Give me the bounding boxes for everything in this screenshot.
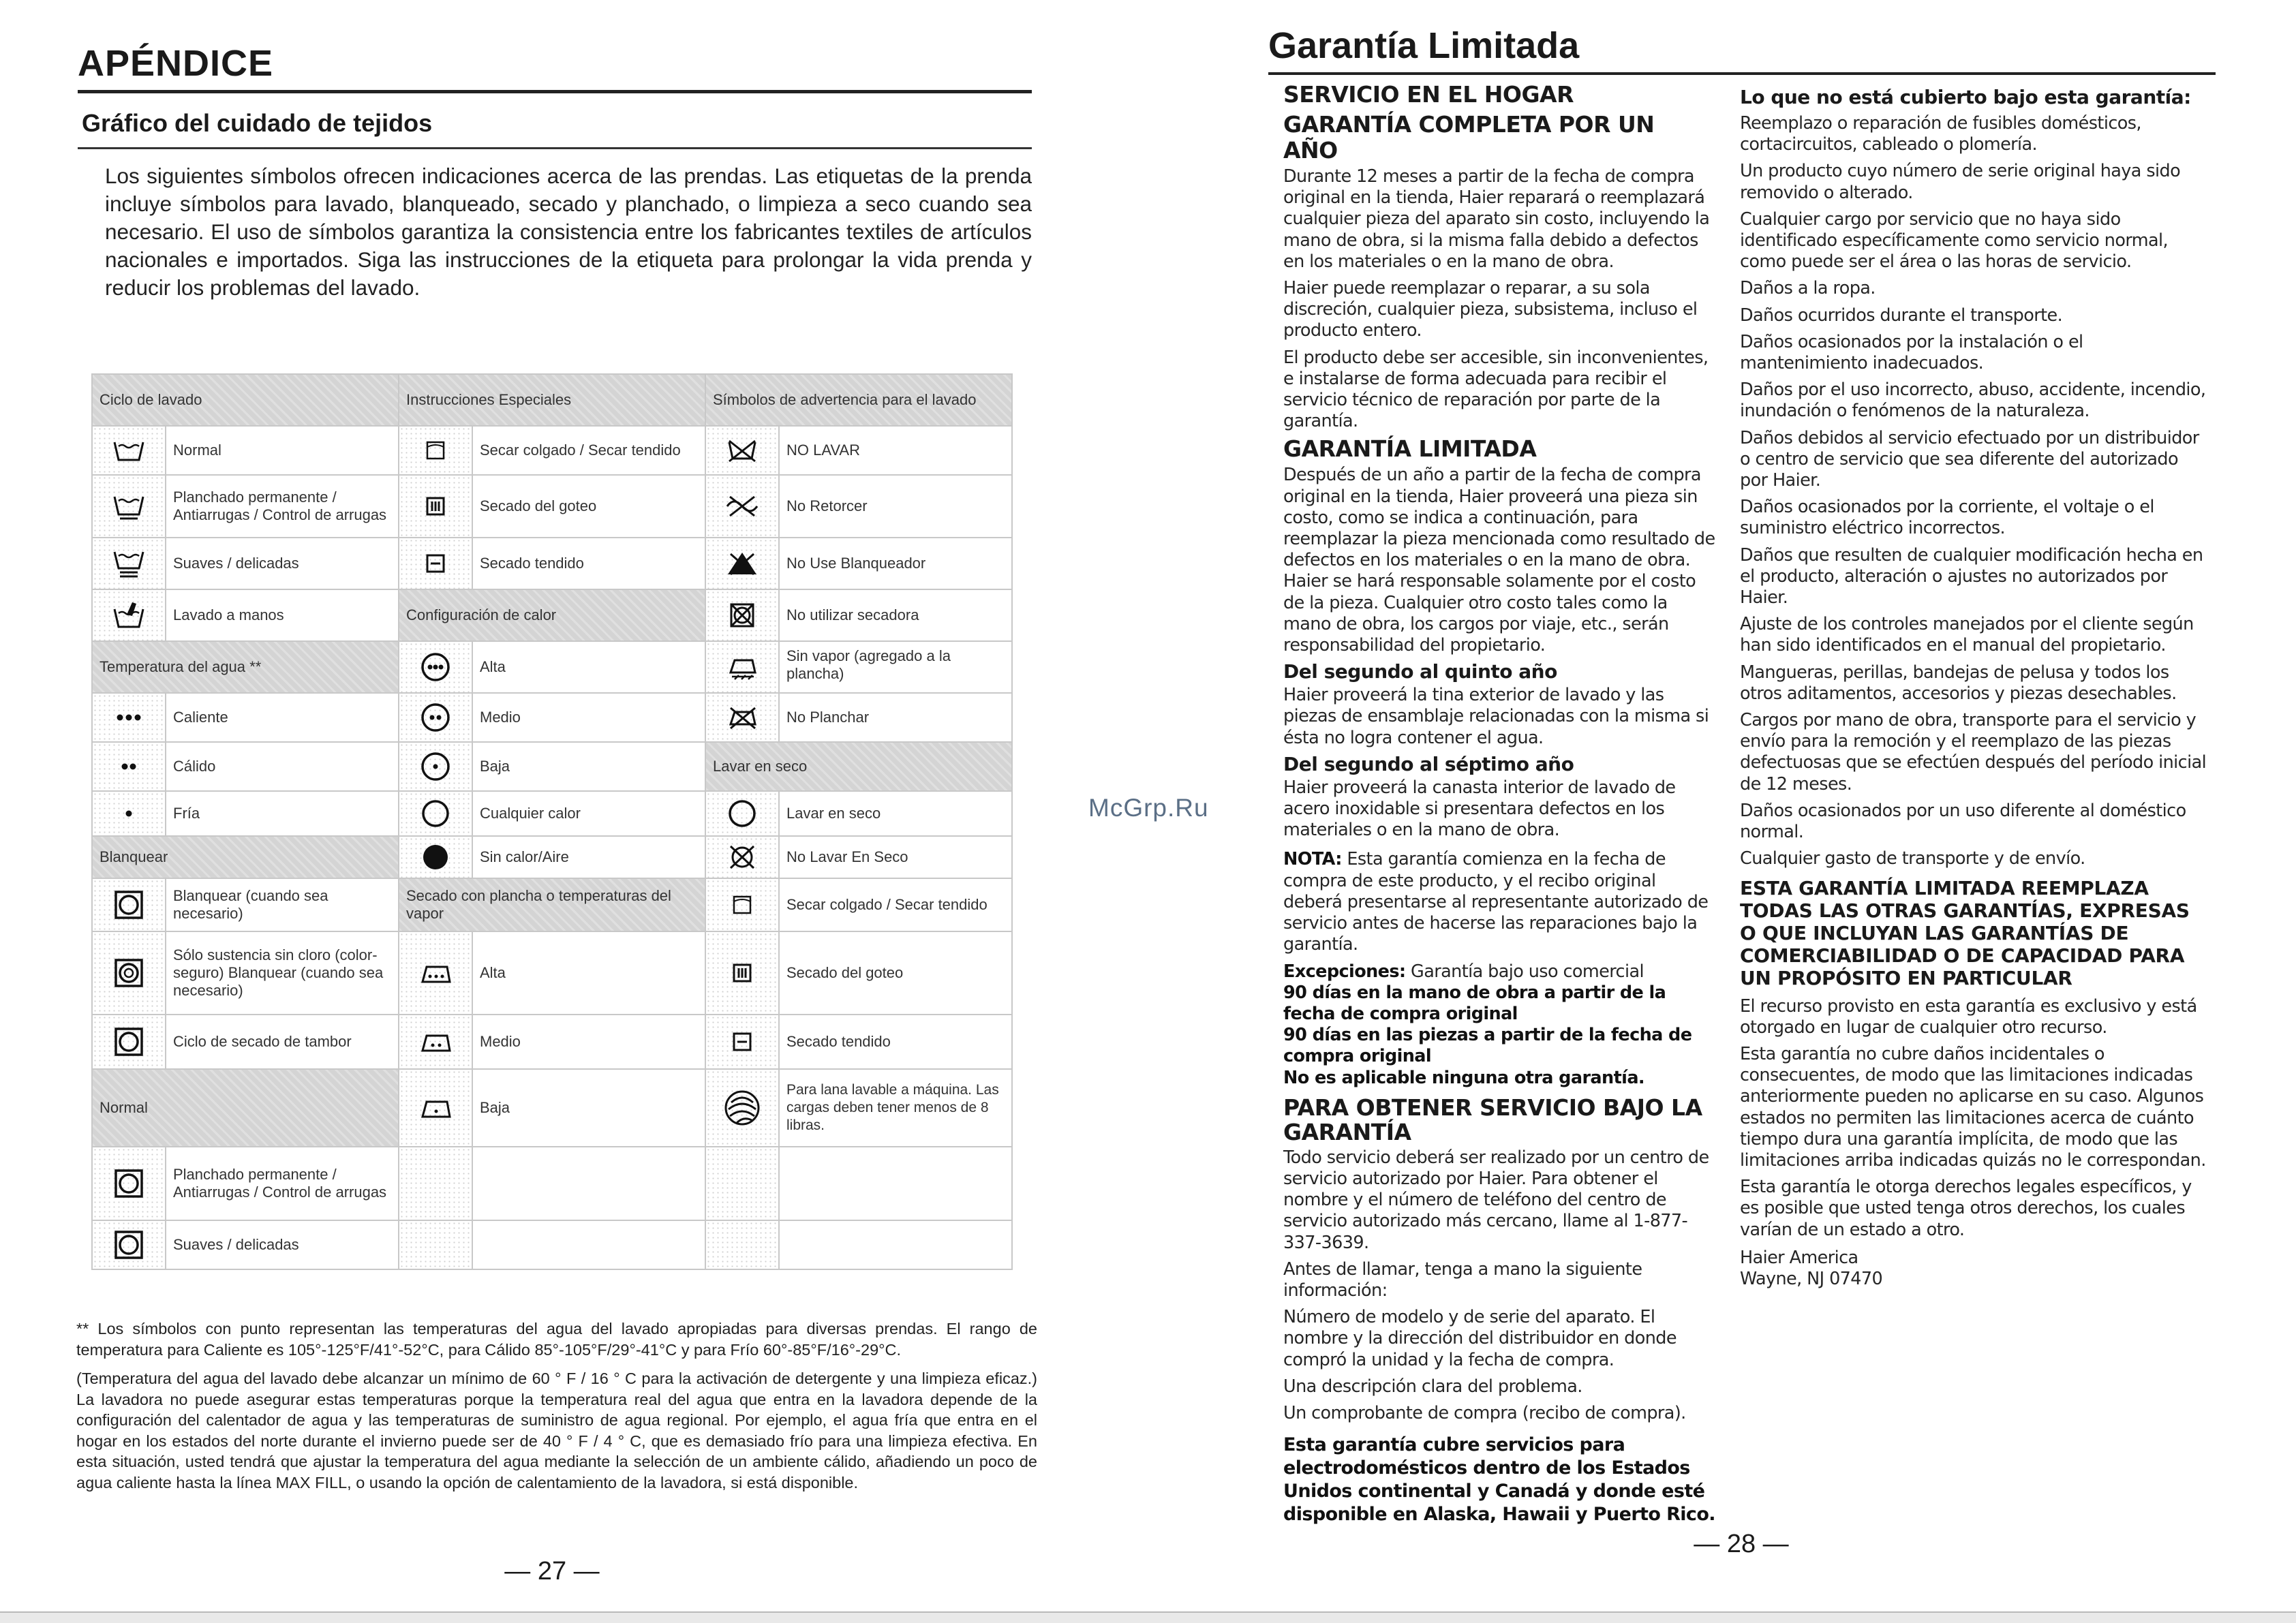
right-page: [1264, 20, 2218, 1608]
empty-cell: [705, 1220, 779, 1269]
label: Blanquear (cuando sea necesario): [166, 878, 399, 931]
iron-high-icon: [399, 931, 472, 1015]
label: No Use Blanqueador: [779, 538, 1012, 589]
page-title: APÉNDICE: [78, 43, 274, 84]
paragraph: El producto debe ser accesible, sin inconvenientes, e instalarse de forma adecuada para recibir el servicio técnico de reparación por parte de la garantía.: [1283, 347, 1709, 432]
paragraph: Número de modelo y de serie del aparato. El nombre y la dirección del distribuidor en donde compró la unidad y la fecha de compra.: [1283, 1307, 1677, 1370]
page-number: — 28 —: [1694, 1530, 1789, 1558]
label: Lavar en seco: [779, 791, 1012, 836]
label: Sólo sustencia sin cloro (color-seguro) Blanquear (cuando sea necesario): [166, 931, 399, 1015]
tumble-dry-delicate-icon: [92, 1220, 166, 1269]
label: Secar colgado / Secar tendido: [779, 878, 1012, 931]
line-dry-icon-2: [705, 878, 779, 931]
exclusion-item: Daños ocasionados por la instalación o el mantenimiento inadecuados.: [1740, 331, 2083, 374]
line-dry-icon: [399, 426, 472, 475]
exclusion-item: Reemplazo o reparación de fusibles domésticos, cortacircuitos, cableado o plomería.: [1740, 113, 2141, 155]
do-not-wash-icon: [705, 426, 779, 475]
title-rule: [78, 90, 1032, 93]
header-instrucciones: Instrucciones Especiales: [399, 374, 705, 426]
non-chlorine-bleach-icon: [92, 931, 166, 1015]
exceptions-label: Excepciones:: [1283, 961, 1406, 982]
heat-medium-icon: [399, 693, 472, 742]
empty-cell: [779, 1220, 1012, 1269]
empty-cell: [472, 1147, 705, 1220]
exclusion-item: Un producto cuyo número de serie original haya sido removido o alterado.: [1740, 161, 2181, 203]
heat-high-icon: [399, 641, 472, 693]
heading-garantia-completa: GARANTÍA COMPLETA POR UN AÑO: [1283, 111, 1655, 164]
iron-medium-icon: [399, 1015, 472, 1069]
exception-labor: 90 días en la mano de obra a partir de la fecha de compra original: [1283, 982, 1666, 1024]
bottom-scan-edge: [0, 1611, 2296, 1623]
water-temperature-note: (Temperatura del agua del lavado debe alcanzar un mínimo de 60 ° F / 16 ° C para la activación de detergente y una limpieza eficaz.) La lavadora no puede asegurar estas temperaturas porque la temperatura real del agua que entra en la lavadora depende de la configuración del calentador de agua y las temperaturas de suministro de agua regional. Por ejemplo, el agua fría que entra en el hogar en los estados del norte durante el invierno puede ser de 40 ° F / 4 ° C, que es demasiado frío para una limpieza efectiva. En esta situación, usted tendrá que ajustar la temperatura del agua mediante la selección de un ambiente cálido, añadiendo un poco de agua caliente hasta la línea MAX FILL, o usando la opción de calentamiento de la lavadora, si está disponible.: [76, 1370, 1037, 1491]
exclusion-item: Cargos por mano de obra, transporte para el servicio y envío para la remoción y el reemplazo de las piezas defectuosas que se efectúen después del período inicial de 12 meses.: [1740, 710, 2207, 794]
label: Fría: [166, 791, 399, 836]
page-number: — 27 —: [504, 1557, 600, 1586]
intro-paragraph: Los siguientes símbolos ofrecen indicaciones acerca de las prendas. Las etiquetas de la prenda incluye símbolos para lavado, blanqueado, secado y planchado, o limpieza a seco cuando sea necesario. El uso de símbolos garantiza la consistencia entre los fabricantes textiles de artículos nacionales e importados. Siga las instrucciones de la etiqueta para prolongar la vida prenda y reducir los problemas del lavado.: [105, 164, 1032, 300]
drip-dry-icon-2: [705, 931, 779, 1015]
fabric-care-chart: [91, 373, 1013, 1270]
label: Sin calor/Aire: [472, 836, 705, 878]
label: No utilizar secadora: [779, 589, 1012, 641]
note-text: Esta garantía comienza en la fecha de compra de este producto, y el recibo original deberá presentarse al representante autorizado de servicio antes de hacerse las reparaciones bajo la garantía.: [1283, 849, 1709, 955]
label: Alta: [472, 641, 705, 693]
exclusion-item: Cualquier gasto de transporte y de envío.: [1740, 848, 2085, 869]
no-steam-icon: [705, 641, 779, 693]
do-not-wring-icon: [705, 475, 779, 538]
exclusion-item: Daños ocasionados por la corriente, el voltaje o el suministro eléctrico incorrectos.: [1740, 497, 2154, 539]
header-advertencia: Símbolos de advertencia para el lavado: [705, 374, 1012, 426]
paragraph: Antes de llamar, tenga a mano la siguiente información:: [1283, 1258, 1642, 1301]
subheader-temperatura: Temperatura del agua **: [92, 641, 399, 693]
iron-low-icon: [399, 1069, 472, 1147]
left-page: [75, 27, 1043, 1608]
paragraph: Una descripción clara del problema.: [1283, 1376, 1582, 1397]
paragraph: Todo servicio deberá ser realizado por un centro de servicio autorizado por Haier. Para obtener el nombre y el número de teléfono del centro de servicio autorizado más cercano, llame al 1-877-337-3639.: [1283, 1147, 1709, 1253]
label: Lavado a manos: [166, 589, 399, 641]
title-rule: [1268, 72, 2216, 75]
label: Sin vapor (agregado a la plancha): [779, 641, 1012, 693]
water-warm-dots-icon: [92, 742, 166, 791]
label: Normal: [166, 426, 399, 475]
label: Secado tendido: [472, 538, 705, 589]
subheader-lavar-en-seco: Lavar en seco: [705, 742, 1012, 791]
water-cold-dot-icon: [92, 791, 166, 836]
bleach-when-needed-icon: [92, 878, 166, 931]
paragraph: Haier proveerá la tina exterior de lavado y las piezas de ensamblaje relacionadas con la misma si ésta no logra contener el agua.: [1283, 685, 1709, 748]
label: Suaves / delicadas: [166, 1220, 399, 1269]
label: Secado del goteo: [779, 931, 1012, 1015]
exceptions-paragraph: [1283, 961, 1716, 1089]
heading-segundo-septimo: Del segundo al séptimo año: [1283, 752, 1574, 775]
label: Cualquier calor: [472, 791, 705, 836]
coverage-paragraph: Esta garantía cubre servicios para electrodomésticos dentro de los Estados Unidos continental y Canadá y donde esté disponible en Alaska, Hawaii y Puerto Rico.: [1283, 1434, 1715, 1526]
wool-icon: [705, 1069, 779, 1147]
warranty-column-left: [1283, 82, 1716, 1526]
dry-flat-icon-2: [705, 1015, 779, 1069]
note-paragraph: [1283, 849, 1716, 955]
label: Baja: [472, 1069, 705, 1147]
label: Baja: [472, 742, 705, 791]
heading-segundo-quinto: Del segundo al quinto año: [1283, 660, 1557, 683]
empty-cell: [399, 1147, 472, 1220]
subheader-secado-plancha: Secado con plancha o temperaturas del vapor: [399, 878, 705, 931]
exclusion-item: Daños debidos al servicio efectuado por un distribuidor o centro de servicio que sea diferente del autorizado por Haier.: [1740, 427, 2199, 491]
exclusion-item: Daños por el uso incorrecto, abuso, accidente, incendio, inundación o fenómenos de la naturaleza.: [1740, 380, 2206, 422]
exception-parts: 90 días en las piezas a partir de la fecha de compra original: [1283, 1025, 1692, 1067]
paragraph: El recurso provisto en esta garantía es exclusivo y está otorgado en lugar de cualquier otro recurso.: [1740, 995, 2197, 1038]
subheader-normal: Normal: [92, 1069, 399, 1147]
empty-cell: [705, 1147, 779, 1220]
tumble-dry-icon: [92, 1015, 166, 1069]
company-name: Haier America: [1740, 1247, 1858, 1268]
tumble-dry-permanent-press-icon: [92, 1147, 166, 1220]
hand-wash-icon: [92, 589, 166, 641]
exclusion-item: Daños que resulten de cualquier modificación hecha en el producto, alteración o ajustes no autorizados por Haier.: [1740, 544, 2203, 608]
label: Ciclo de secado de tambor: [166, 1015, 399, 1069]
label: Alta: [472, 931, 705, 1015]
exception-none: No es aplicable ninguna otra garantía.: [1283, 1067, 1645, 1088]
paragraph: Después de un año a partir de la fecha de compra original en la tienda, Haier proveerá una pieza sin costo, como se indica a continuación, para reemplazar la pieza mencionada como resultado de defectos en los materiales o en la mano de obra. Haier se hará responsable solamente por el costo de la pieza. Cualquier otro costo tales como la mano de obra, los cargos por viaje, etc., serán responsabilidad del propietario.: [1283, 465, 1715, 656]
wash-tub-icon: [92, 426, 166, 475]
paragraph: Haier proveerá la canasta interior de lavado de acero inoxidable si presentara defectos en los materiales o en la mano de obra.: [1283, 777, 1676, 841]
replacement-statement: ESTA GARANTÍA LIMITADA REEMPLAZA TODAS LAS OTRAS GARANTÍAS, EXPRESAS O QUE INCLUYAN LAS GARANTÍAS DE COMERCIABILIDAD O DE CAPACIDAD PARA UN PROPÓSITO EN PARTICULAR: [1740, 876, 2190, 989]
label: Planchado permanente / Antiarrugas / Control de arrugas: [166, 1147, 399, 1220]
do-not-iron-icon: [705, 693, 779, 742]
empty-cell: [779, 1147, 1012, 1220]
heat-any-icon: [399, 791, 472, 836]
note-label: NOTA:: [1283, 849, 1342, 870]
label: No Lavar En Seco: [779, 836, 1012, 878]
subheader-configuracion-calor: Configuración de calor: [399, 589, 705, 641]
heat-low-icon: [399, 742, 472, 791]
paragraph: Esta garantía le otorga derechos legales específicos, y es posible que usted tenga otros derechos, los cuales varían de un estado a otro.: [1740, 1177, 2192, 1240]
paragraph: Durante 12 meses a partir de la fecha de compra original en la tienda, Haier reparará o reemplazará cualquier pieza del aparato sin costo, incluyendo la mano de obra, si la misma falla debido a defectos en los materiales o en la mano de obra.: [1283, 166, 1710, 272]
warranty-title: Garantía Limitada: [1268, 25, 1580, 66]
header-ciclo: Ciclo de lavado: [92, 374, 399, 426]
do-not-dry-clean-icon: [705, 836, 779, 878]
wash-permanent-press-icon: [92, 475, 166, 538]
exclusion-item: Daños ocasionados por un uso diferente al doméstico normal.: [1740, 800, 2186, 843]
label: Suaves / delicadas: [166, 538, 399, 589]
no-heat-air-icon: [399, 836, 472, 878]
heading-servicio-hogar: SERVICIO EN EL HOGAR: [1283, 81, 1574, 108]
temperature-footnote: ** Los símbolos con punto representan las temperaturas del agua del lavado apropiadas para diversas prendas. El rango de temperatura para Caliente es 105°-125°F/41°-52°C, para Cálido 85°-105°F/29°-41°C y para Frío 60°-85°F/16°-29°C.: [76, 1320, 1037, 1359]
no-bleach-icon: [705, 538, 779, 589]
label: Planchado permanente / Antiarrugas / Control de arrugas: [166, 475, 399, 538]
warranty-column-right: [1740, 86, 2210, 1290]
exclusion-item: Daños ocurridos durante el transporte.: [1740, 305, 2063, 326]
section-heading: Gráfico del cuidado de tejidos: [82, 109, 433, 137]
empty-cell: [472, 1220, 705, 1269]
exclusion-item: Cualquier cargo por servicio que no haya sido identificado específicamente como servicio normal, como puede ser el área o las horas de servicio.: [1740, 208, 2169, 273]
footnotes: [76, 1318, 1037, 1493]
exclusion-item: Ajuste de los controles manejados por el cliente según han sido identificados en el manual del propietario.: [1740, 614, 2194, 656]
label: No Retorcer: [779, 475, 1012, 538]
subheader-blanquear: Blanquear: [92, 836, 399, 878]
heading-garantia-limitada: GARANTÍA LIMITADA: [1283, 435, 1537, 463]
label: Caliente: [166, 693, 399, 742]
label: No Planchar: [779, 693, 1012, 742]
drip-dry-icon: [399, 475, 472, 538]
dry-clean-icon: [705, 791, 779, 836]
exclusion-item: Daños a la ropa.: [1740, 278, 1876, 299]
do-not-tumble-dry-icon: [705, 589, 779, 641]
watermark: McGrp.Ru: [1088, 794, 1209, 822]
company-address: Wayne, NJ 07470: [1740, 1268, 1883, 1289]
section-rule: [78, 147, 1032, 149]
heading-obtener-servicio: PARA OBTENER SERVICIO BAJO LA GARANTÍA: [1283, 1094, 1702, 1145]
empty-cell: [399, 1220, 472, 1269]
label: NO LAVAR: [779, 426, 1012, 475]
dry-flat-icon: [399, 538, 472, 589]
label: Cálido: [166, 742, 399, 791]
exceptions-text: Garantía bajo uso comercial: [1405, 961, 1644, 982]
paragraph: Un comprobante de compra (recibo de compra).: [1283, 1402, 1686, 1423]
label: Medio: [472, 1015, 705, 1069]
heading-no-cubierto: Lo que no está cubierto bajo esta garantía:: [1740, 86, 2191, 108]
paragraph: Haier puede reemplazar o reparar, a su sola discreción, cualquier pieza, subsistema, incluso el producto entero.: [1283, 278, 1698, 341]
label: Medio: [472, 693, 705, 742]
label: Secado del goteo: [472, 475, 705, 538]
label: Para lana lavable a máquina. Las cargas deben tener menos de 8 libras.: [779, 1069, 1012, 1147]
label: Secado tendido: [779, 1015, 1012, 1069]
water-hot-dots-icon: [92, 693, 166, 742]
paragraph: Esta garantía no cubre daños incidentales o consecuentes, de modo que las limitaciones indicadas anteriormente pueden no aplicarse en su caso. Algunos estados no permiten las limitaciones acerca de cuánto tiempo dura una garantía implícita, de modo que las limitaciones arriba indicadas quizás no le correspondan.: [1740, 1043, 2206, 1171]
exclusion-item: Mangueras, perillas, bandejas de pelusa y todos los otros aditamentos, accesorios y piezas desechables.: [1740, 662, 2177, 704]
wash-delicate-icon: [92, 538, 166, 589]
label: Secar colgado / Secar tendido: [472, 426, 705, 475]
